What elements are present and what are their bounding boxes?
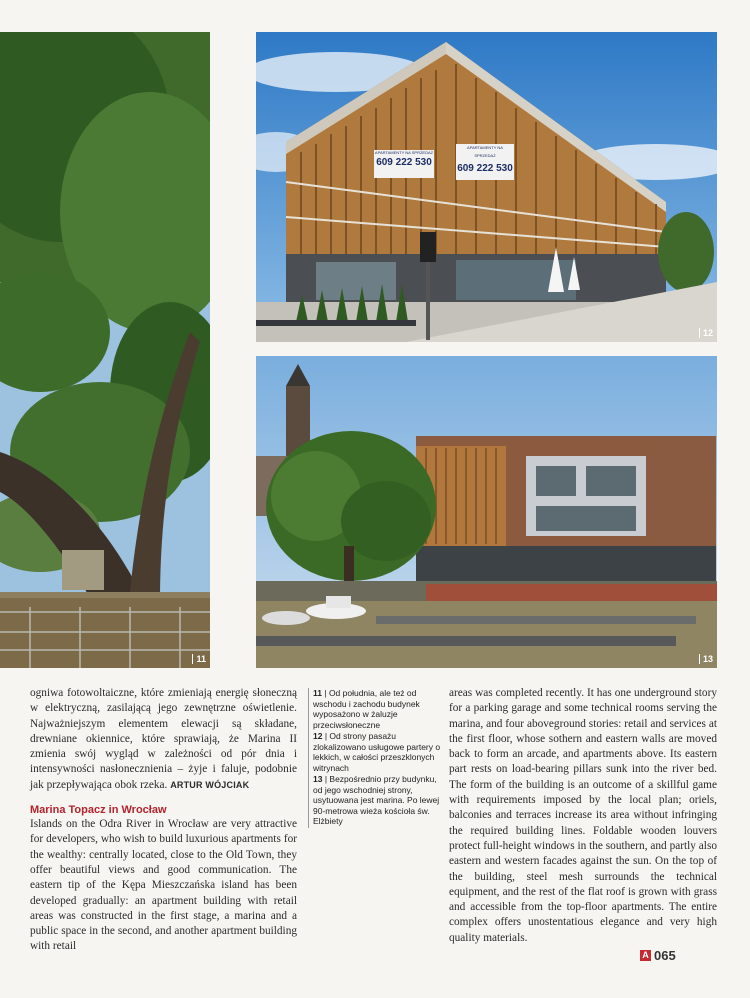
left-text-column — [30, 686, 297, 955]
photo-number: 12 — [699, 328, 713, 338]
caption-item: 12 | Od strony pasażu zlokalizowano usługowe partery o lekkich, w całości przeszklonych witrynach — [313, 731, 441, 773]
page-number — [640, 948, 676, 963]
sign-left: APARTAMENTY NA SPRZEDAŻ 609 222 530 — [374, 150, 434, 168]
photo-captions — [308, 688, 443, 828]
author-name: ARTUR WÓJCIAK — [170, 779, 250, 790]
section-heading: Marina Topacz in Wrocław — [30, 804, 167, 817]
page-number-text: 065 — [654, 948, 676, 963]
caption-item: 13 | Bezpośrednio przy budynku, od jego wschodniej strony, usytuowana jest marina. Po lewej 90-metrowa wieża kościoła św. Elżbiety — [313, 774, 440, 826]
photo-tree-riverside — [0, 32, 210, 668]
intro-paragraph: ogniwa fotowoltaiczne, które zmieniają energię słoneczną w elektryczną, zasilającą jego zewnętrzne oświetlenie. Najważniejszym elementem elewacji są składane, drewniane okiennice, które sprawiają, że Marina II zmienia swój wygląd w zależności od pór dnia i intensywności nasłonecznienia – żyje i faluje, podobnie jak przepływająca obok rzeka. ARTUR WÓJCIAK — [30, 687, 297, 791]
right-text-column — [449, 686, 717, 946]
body-paragraph: areas was completed recently. It has one underground story for a parking garage and some technical rooms serving the marina, and four aboveground stories: retail and services at the first floor, whose sothern and eastern walls are moved back to form an arcade, and apartments above. Its eastern part rests on load-bearing pillars sunk into the river bed. The form of the building is an outcome of a skillful game with requirements imposed by the local plan; oriels, balconies and terraces increase its area without infringing the required building lines. Foldable wooden louvers protect full-height windows in the southern, and partly also eastern and western facades against the sun. On the top of the building, steel mesh surrounds the technical equipment, and the rest of the flat roof is grown with grass and accessible from the top-floor apartments. The entire complex offers unostentatious elegance and very high quality materials. — [449, 687, 717, 944]
photo-number: 13 — [699, 654, 713, 664]
sign-right: APARTAMENTY NA SPRZEDAŻ 609 222 530 — [457, 145, 513, 174]
body-paragraph: Islands on the Odra River in Wrocław are very attractive for developers, who wish to build luxurious apartments for the wealthy: centrally located, close to the Old Town, they offer beautiful views and good communication. The eastern tip of the Kępa Mieszczańska island has been developed gradually: an apartment building with retail areas was constructed in the first stage, a marina and a public space in the second, and another apartment building with retail — [30, 818, 297, 953]
caption-item: 11 | Od południa, ale też od wschodu i zachodu budynek wyposażono w żaluzje przeciwsłoneczne — [313, 688, 420, 730]
magazine-logo-icon: A — [640, 950, 651, 961]
photo-number: 11 — [192, 654, 206, 664]
photo-marina — [256, 356, 717, 668]
photo-building-street — [256, 32, 717, 342]
